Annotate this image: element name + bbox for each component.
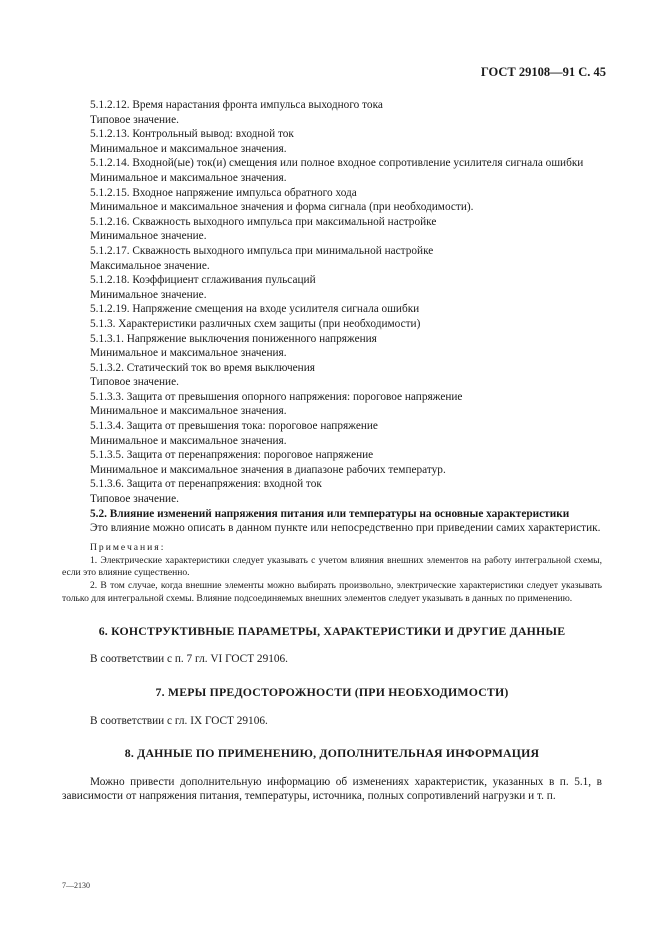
text-line: 5.1.3.1. Напряжение выключения пониженного напряжения	[90, 332, 377, 345]
text-line: 5.1.2.17. Скважность выходного импульса при минимальной настройке	[90, 244, 434, 257]
page-footer-code: 7—2130	[62, 881, 90, 890]
notes-block	[62, 542, 602, 606]
text-line: 5.1.2.16. Скважность выходного импульса при максимальной настройке	[90, 215, 437, 228]
text-line: Минимальное и максимальное значения.	[90, 347, 287, 360]
note-item: 1. Электрические характеристики следует указывать с учетом влияния внешних элементов на работу интегральной схемы, если это влияние существенно.	[62, 554, 602, 579]
section-8-text: Можно привести дополнительную информацию об изменениях характеристик, указанных в п. 5.1, в зависимости от напряжения питания, температуры, источника, полных сопротивлений нагрузки и т. п.	[62, 775, 602, 803]
text-line: 5.1.2.13. Контрольный вывод: входной ток	[90, 128, 294, 141]
text-line: 5.1.2.19. Напряжение смещения на входе усилителя сигнала ошибки	[90, 303, 420, 316]
text-line: Максимальное значение.	[90, 259, 210, 272]
page-header: ГОСТ 29108—91 С. 45	[480, 65, 606, 79]
text-line: 5.1.3.2. Статический ток во время выключения	[90, 361, 315, 374]
section-6-heading: 6. КОНСТРУКТИВНЫЕ ПАРАМЕТРЫ, ХАРАКТЕРИСТИКИ И ДРУГИЕ ДАННЫЕ	[98, 623, 566, 638]
section-7-text: В соответствии с гл. IX ГОСТ 29106.	[90, 714, 268, 727]
section-7-heading: 7. МЕРЫ ПРЕДОСТОРОЖНОСТИ (ПРИ НЕОБХОДИМОСТИ)	[155, 684, 509, 699]
note-item: 2. В том случае, когда внешние элементы можно выбирать произвольно, электрические характеристики следует указывать только для интегральной схемы. Влияние подсоединяемых внешних элементов следует указывать в данных по применению.	[62, 580, 602, 604]
text-line: 5.1.3.5. Защита от перенапряжения: пороговое напряжение	[90, 449, 374, 462]
section-6-text: В соответствии с п. 7 гл. VI ГОСТ 29106.	[90, 653, 288, 666]
section-5-2-heading: 5.2. Влияние изменений напряжения питания или температуры на основные характеристики	[90, 507, 570, 520]
text-line: Минимальное значение.	[90, 288, 207, 301]
text-line: Минимальное и максимальное значения и форма сигнала (при необходимости).	[90, 201, 474, 214]
text-line: 5.1.2.15. Входное напряжение импульса обратного хода	[90, 186, 357, 199]
notes-title: Примечания:	[90, 541, 166, 553]
text-line: 5.1.3.4. Защита от превышения тока: пороговое напряжение	[90, 420, 378, 433]
text-line: 5.1.2.14. Входной(ые) ток(и) смещения или полное входное сопротивление усилителя сигнала ошибки	[90, 157, 584, 170]
text-line: Минимальное и максимальное значения в диапазоне рабочих температур.	[90, 463, 446, 476]
section-8-heading: 8. ДАННЫЕ ПО ПРИМЕНЕНИЮ, ДОПОЛНИТЕЛЬНАЯ ИНФОРМАЦИЯ	[124, 746, 540, 761]
section-5-2-text: Это влияние можно описать в данном пункте или непосредственно при приведении самих характеристик.	[90, 522, 601, 535]
text-line: Минимальное значение.	[90, 230, 207, 243]
text-line: Минимальное и максимальное значения.	[90, 142, 287, 155]
text-line: Типовое значение.	[90, 376, 179, 389]
text-line: 5.1.3.6. Защита от перенапряжения: входной ток	[90, 478, 322, 491]
text-line: Типовое значение.	[90, 113, 179, 126]
text-line: Типовое значение.	[90, 493, 179, 506]
page-body	[62, 98, 602, 804]
text-line: Минимальное и максимальное значения.	[90, 171, 287, 184]
text-line: 5.1.3. Характеристики различных схем защиты (при необходимости)	[90, 317, 421, 330]
text-line: 5.1.3.3. Защита от превышения опорного напряжения: пороговое напряжение	[90, 390, 463, 403]
text-line: 5.1.2.18. Коэффициент сглаживания пульсаций	[90, 274, 316, 287]
text-line: 5.1.2.12. Время нарастания фронта импульса выходного тока	[90, 99, 383, 111]
text-line: Минимальное и максимальное значения.	[90, 434, 287, 447]
text-line: Минимальное и максимальное значения.	[90, 405, 287, 418]
